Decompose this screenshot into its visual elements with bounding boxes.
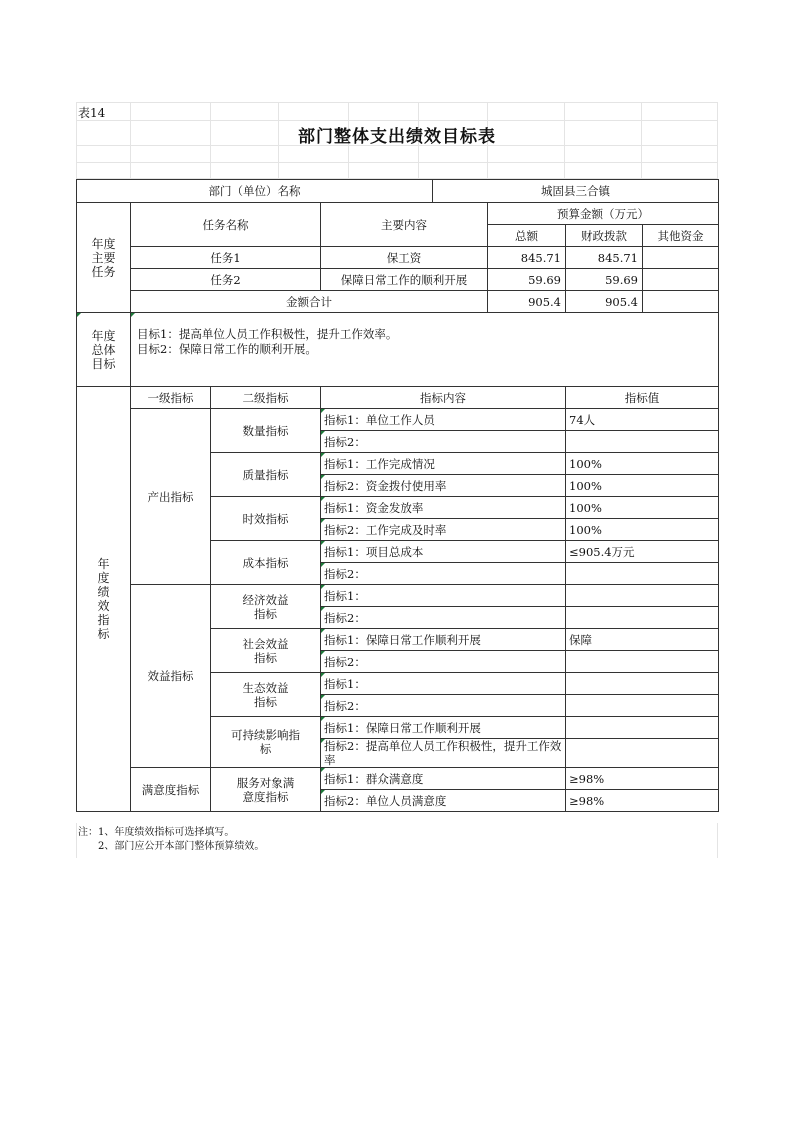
cell-marker	[77, 313, 81, 317]
ecological-indicator-label: 生态效益指标	[211, 673, 321, 717]
col-task-name: 任务名称	[131, 203, 321, 247]
indicator-content: 指标1：工作完成情况	[321, 453, 566, 475]
indicator-content: 指标1：保障日常工作顺利开展	[321, 717, 566, 739]
indicator-content: 指标1：	[321, 585, 566, 607]
footnote-2: 2、部门应公开本部门整体预算绩效。	[98, 841, 265, 852]
timeliness-indicator-label: 时效指标	[211, 497, 321, 541]
col-main-content: 主要内容	[321, 203, 488, 247]
indicator-content: 指标1：	[321, 673, 566, 695]
indicator-content: 指标2：	[321, 651, 566, 673]
indicator-value	[566, 717, 719, 739]
indicator-value: 100%	[566, 475, 719, 497]
col-indicator-value: 指标值	[566, 387, 719, 409]
indicator-value	[566, 607, 719, 629]
task-name: 任务2	[131, 269, 321, 291]
indicator-content: 指标2：单位人员满意度	[321, 790, 566, 812]
task-fiscal: 845.71	[566, 247, 643, 269]
indicator-value	[566, 673, 719, 695]
page-title: 部门整体支出绩效目标表	[298, 127, 496, 147]
indicator-value: 保障	[566, 629, 719, 651]
indicator-value: ≥98%	[566, 790, 719, 812]
indicator-content: 指标2：	[321, 695, 566, 717]
task-content: 保障日常工作的顺利开展	[321, 269, 488, 291]
sheet-label: 表14	[78, 106, 106, 120]
col-level2: 二级指标	[211, 387, 321, 409]
satisfaction-indicators-label: 满意度指标	[131, 768, 211, 812]
indicator-value: 74人	[566, 409, 719, 431]
indicator-content: 指标2：资金拨付使用率	[321, 475, 566, 497]
indicators-section-label: 年度绩效指标	[77, 387, 131, 812]
indicator-value: 100%	[566, 453, 719, 475]
indicator-content: 指标2：	[321, 563, 566, 585]
indicator-value: ≤905.4万元	[566, 541, 719, 563]
indicator-content: 指标1：项目总成本	[321, 541, 566, 563]
task-fiscal: 59.69	[566, 269, 643, 291]
goal-1: 目标1：提高单位人员工作积极性，提升工作效率。	[137, 327, 398, 341]
sustainable-indicator-label: 可持续影响指标	[211, 717, 321, 768]
cost-indicator-label: 成本指标	[211, 541, 321, 585]
footnotes	[78, 826, 264, 854]
indicator-content: 指标2：	[321, 607, 566, 629]
footnote-1: 注：1、年度绩效指标可选择填写。	[78, 827, 235, 838]
indicator-value	[566, 695, 719, 717]
sum-fiscal: 905.4	[566, 291, 643, 313]
indicator-value: 100%	[566, 497, 719, 519]
social-indicator-label: 社会效益指标	[211, 629, 321, 673]
col-budget: 预算金额（万元）	[488, 203, 719, 225]
sum-total: 905.4	[488, 291, 566, 313]
indicator-content: 指标1：保障日常工作顺利开展	[321, 629, 566, 651]
indicator-value	[566, 585, 719, 607]
col-total: 总额	[488, 225, 566, 247]
indicator-content: 指标2：	[321, 431, 566, 453]
task-other	[643, 247, 719, 269]
goals-cell	[131, 313, 719, 387]
task-name: 任务1	[131, 247, 321, 269]
indicator-value	[566, 739, 719, 768]
indicator-content: 指标1：群众满意度	[321, 768, 566, 790]
indicator-content: 指标2：工作完成及时率	[321, 519, 566, 541]
service-satisfaction-label: 服务对象满意度指标	[211, 768, 321, 812]
indicator-value	[566, 431, 719, 453]
col-indicator-content: 指标内容	[321, 387, 566, 409]
benefit-indicators-label: 效益指标	[131, 585, 211, 768]
indicator-content: 指标1：单位工作人员	[321, 409, 566, 431]
indicator-value	[566, 563, 719, 585]
col-level1: 一级指标	[131, 387, 211, 409]
task-total: 59.69	[488, 269, 566, 291]
indicator-content: 指标1：资金发放率	[321, 497, 566, 519]
performance-table	[76, 179, 719, 812]
quantity-indicator-label: 数量指标	[211, 409, 321, 453]
output-indicators-label: 产出指标	[131, 409, 211, 585]
indicator-value: ≥98%	[566, 768, 719, 790]
tasks-section-label: 年度主要任务	[77, 203, 131, 313]
goal-2: 目标2：保障日常工作的顺利开展。	[137, 342, 317, 356]
indicator-value: 100%	[566, 519, 719, 541]
task-total: 845.71	[488, 247, 566, 269]
cell-marker	[131, 313, 135, 317]
unit-value: 城固县三合镇	[433, 180, 719, 203]
indicator-value	[566, 651, 719, 673]
task-other	[643, 269, 719, 291]
sum-label: 金额合计	[131, 291, 488, 313]
task-content: 保工资	[321, 247, 488, 269]
sum-other	[643, 291, 719, 313]
unit-label: 部门（单位）名称	[77, 180, 433, 203]
economic-indicator-label: 经济效益指标	[211, 585, 321, 629]
indicator-content: 指标2：提高单位人员工作积极性，提升工作效率	[321, 739, 566, 768]
col-other: 其他资金	[643, 225, 719, 247]
quality-indicator-label: 质量指标	[211, 453, 321, 497]
col-fiscal: 财政拨款	[566, 225, 643, 247]
goals-section-label: 年度总体目标	[77, 313, 131, 387]
